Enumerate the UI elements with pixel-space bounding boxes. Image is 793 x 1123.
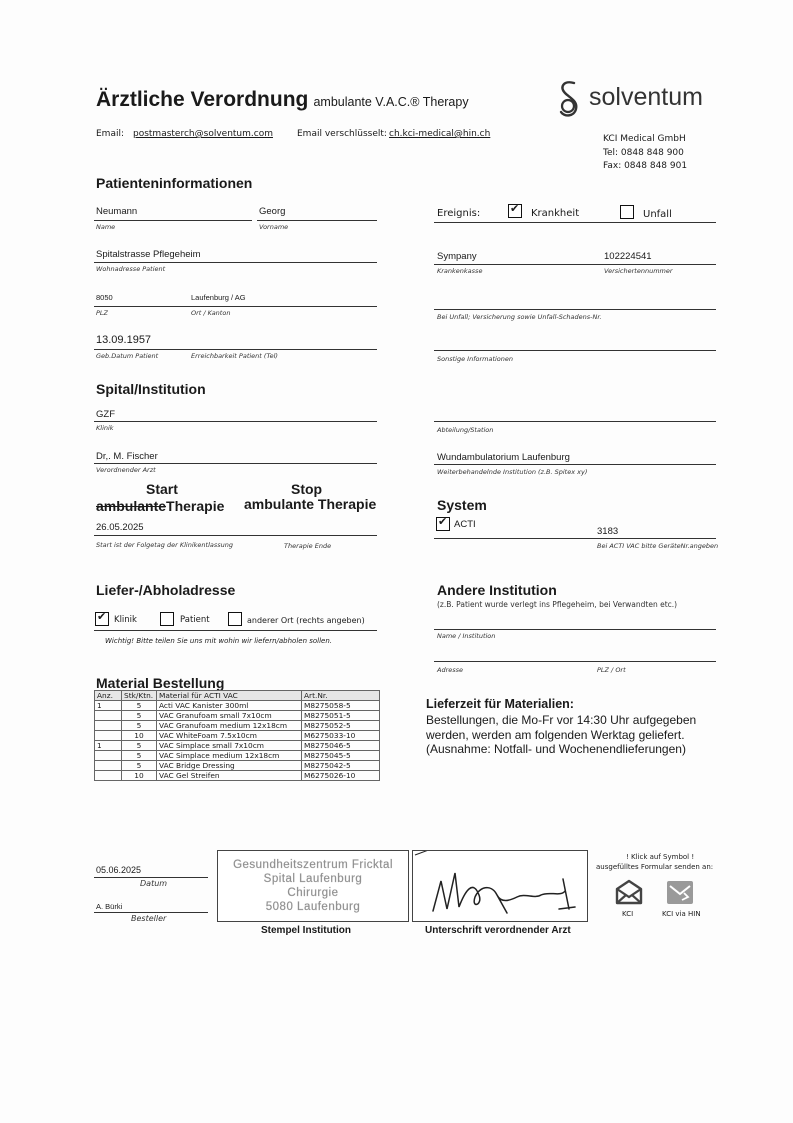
delivery-klinik-label: Klinik: [114, 615, 137, 625]
material-header-row: [95, 691, 380, 701]
row-anz[interactable]: [95, 731, 122, 741]
patient-phone-caption: Erreichbarkeit Patient (Tel): [191, 352, 278, 360]
delivery-other-label: anderer Ort (rechts angeben): [247, 616, 365, 625]
row-material: VAC Granufoam small 7x10cm: [157, 711, 302, 721]
acti-checkbox[interactable]: [436, 517, 450, 531]
row-artnr: M6275033-10: [302, 731, 380, 741]
versichertennummer-caption: Versichertennummer: [604, 267, 673, 275]
arzt-value[interactable]: Dr,. M. Fischer: [96, 451, 158, 462]
patient-address-line: [94, 262, 377, 263]
patient-plz-line: [94, 306, 377, 307]
klinik-value[interactable]: GZF: [96, 409, 115, 420]
unfall-info-caption: Bei Unfall; Versicherung sowie Unfall-Schadens-Nr.: [437, 313, 602, 321]
solventum-logo: [556, 79, 716, 119]
klick-hint: ! Klick auf Symbol !: [626, 853, 695, 861]
delivery-patient-checkbox[interactable]: [160, 612, 174, 626]
row-stk: 5: [122, 751, 157, 761]
table-row: [95, 701, 380, 711]
row-artnr: M6275026-10: [302, 771, 380, 781]
start-therapie-word: Therapie: [166, 498, 225, 514]
row-anz[interactable]: [95, 711, 122, 721]
patient-vorname-value[interactable]: Georg: [259, 206, 286, 217]
lieferzeit-line: werden, werden am folgenden Werktag geliefert.: [426, 727, 685, 742]
company-name: KCI Medical GmbH: [603, 134, 686, 144]
patient-ort-value[interactable]: Laufenburg / AG: [191, 293, 246, 302]
patient-vorname-line: [257, 220, 377, 221]
end-date-caption: Therapie Ende: [284, 542, 332, 550]
patient-ort-caption: Ort / Kanton: [191, 309, 231, 317]
company-tel: Tel: 0848 848 900: [603, 148, 684, 158]
klinik-line: [94, 421, 377, 422]
row-anz[interactable]: [95, 761, 122, 771]
row-material: VAC Bridge Dressing: [157, 761, 302, 771]
patient-plz-value[interactable]: 8050: [96, 293, 113, 302]
system-line: [434, 538, 716, 539]
email-label: Email:: [96, 129, 125, 139]
row-anz[interactable]: [95, 721, 122, 731]
sonstige-line: [434, 350, 716, 351]
row-artnr: M8275045-5: [302, 751, 380, 761]
lieferzeit-heading: Lieferzeit für Materialien:: [426, 697, 574, 711]
row-stk: 5: [122, 741, 157, 751]
start-label: Start: [146, 481, 178, 497]
sonstige-caption: Sonstige Informationen: [437, 355, 514, 363]
datum-value[interactable]: 05.06.2025: [96, 865, 142, 875]
besteller-value[interactable]: A. Bürki: [96, 902, 123, 911]
stamp-caption: Stempel Institution: [261, 925, 351, 936]
other-address-line: [434, 661, 716, 662]
acti-label: ACTI: [454, 519, 476, 530]
device-number-value[interactable]: 3183: [597, 526, 619, 537]
device-number-caption: Bei ACTI VAC bitte GeräteNr.angeben: [597, 542, 719, 550]
send-kci-button[interactable]: [612, 878, 646, 920]
institution-stamp[interactable]: [217, 850, 409, 922]
email-encrypted-link[interactable]: ch.kci-medical@hin.ch: [389, 129, 491, 139]
title-main: Ärztliche Verordnung: [96, 88, 309, 111]
doctor-signature: [413, 851, 587, 921]
row-artnr: M8275052-5: [302, 721, 380, 731]
other-plzort-caption: PLZ / Ort: [597, 666, 626, 674]
row-material: VAC Gel Streifen: [157, 771, 302, 781]
row-material: VAC WhiteFoam 7.5x10cm: [157, 731, 302, 741]
stamp-line: Spital Laufenburg: [263, 873, 363, 885]
system-heading: System: [437, 497, 487, 513]
besteller-line: [94, 912, 208, 913]
ereignis-label: Ereignis:: [437, 208, 481, 219]
patient-name-line: [94, 220, 252, 221]
stamp-line: 5080 Laufenburg: [265, 901, 361, 913]
email-encrypted-label: Email verschlüsselt:: [297, 129, 387, 139]
other-institution-heading: Andere Institution: [437, 582, 557, 598]
stamp-line: Chirurgie: [287, 887, 339, 899]
krankenkasse-line: [434, 264, 716, 265]
unfall-info-line: [434, 309, 716, 310]
krankheit-checkbox[interactable]: [508, 204, 522, 218]
datum-line: [94, 877, 208, 878]
signature-box[interactable]: [412, 850, 588, 922]
weiterbehandelnde-value[interactable]: Wundambulatorium Laufenburg: [437, 452, 570, 463]
other-institution-sub: (z.B. Patient wurde verlegt ins Pflegeheim, bei Verwandten etc.): [437, 600, 678, 609]
row-material: VAC Simplace medium 12x18cm: [157, 751, 302, 761]
signature-caption: Unterschrift verordnender Arzt: [425, 925, 571, 936]
delivery-klinik-checkbox[interactable]: [95, 612, 109, 626]
klinik-caption: Klinik: [96, 424, 114, 432]
material-heading: Material Bestellung: [96, 675, 225, 691]
other-name-caption: Name / Institution: [437, 632, 496, 640]
row-stk: 10: [122, 771, 157, 781]
email-link[interactable]: postmasterch@solventum.com: [133, 129, 273, 139]
delivery-line: [94, 630, 377, 631]
patient-dob-caption: Geb.Datum Patient: [96, 352, 159, 360]
unfall-label: Unfall: [643, 209, 672, 220]
envelope-icon: [614, 878, 644, 906]
solventum-s-icon: [556, 79, 582, 119]
stop-therapie-heading: ambulante Therapie: [244, 496, 377, 512]
delivery-note: [105, 637, 332, 645]
table-row: [95, 771, 380, 781]
row-artnr: M8275051-5: [302, 711, 380, 721]
lieferzeit-text: [426, 713, 696, 757]
lieferzeit-line: (Ausnahme: Notfall- und Wochenendlieferungen): [426, 742, 686, 756]
weiterbehandelnde-line: [434, 464, 716, 465]
start-therapie-heading: [96, 496, 224, 515]
patient-name-caption: Name: [96, 223, 116, 231]
row-anz[interactable]: 1: [95, 741, 122, 751]
arzt-caption: Verordnender Arzt: [96, 466, 156, 474]
row-stk: 5: [122, 701, 157, 711]
col-material: Material für ACTI VAC: [157, 691, 302, 701]
versichertennummer-value[interactable]: 102224541: [604, 251, 652, 262]
row-anz[interactable]: [95, 751, 122, 761]
send-form-hint: ausgefülltes Formular senden an:: [596, 863, 714, 871]
delivery-note-prefix: Wichtig!: [105, 637, 135, 645]
send-hin-button[interactable]: [659, 878, 703, 920]
lieferzeit-line: Bestellungen, die Mo-Fr vor 14:30 Uhr aufgegeben: [426, 713, 697, 727]
patient-vorname-caption: Vorname: [259, 223, 289, 231]
stamp-line: Gesundheitszentrum Fricktal: [233, 859, 393, 871]
krankenkasse-value[interactable]: Sympany: [437, 251, 477, 262]
datum-caption: Datum: [140, 879, 168, 888]
row-stk: 5: [122, 761, 157, 771]
unfall-checkbox[interactable]: [620, 205, 634, 219]
send-hin-label: KCI via HIN: [662, 910, 701, 918]
row-artnr: M8275046-5: [302, 741, 380, 751]
stop-label: Stop: [291, 481, 323, 497]
col-anz: Anz.: [95, 691, 122, 701]
start-date-line: [94, 535, 377, 536]
abteilung-line: [434, 421, 716, 422]
start-date-caption: Start ist der Folgetag der Klinikentlassung: [96, 541, 234, 549]
arzt-line: [94, 463, 377, 464]
material-table: [94, 690, 380, 781]
table-row: [95, 761, 380, 771]
row-stk: 5: [122, 711, 157, 721]
col-stk: Stk/Ktn.: [122, 691, 157, 701]
delivery-heading: Liefer-/Abholadresse: [96, 582, 236, 598]
patient-heading: Patienteninformationen: [96, 175, 253, 191]
institution-heading: Spital/Institution: [96, 381, 206, 397]
other-address-caption: Adresse: [437, 666, 464, 674]
delivery-note-text: Bitte teilen Sie uns mit wohin wir liefern/abholen sollen.: [136, 637, 333, 645]
other-name-line: [434, 629, 716, 630]
table-row: [95, 721, 380, 731]
form-title: [96, 88, 469, 112]
start-date-value[interactable]: 26.05.2025: [96, 522, 144, 533]
row-stk: 10: [122, 731, 157, 741]
besteller-caption: Besteller: [131, 914, 167, 923]
abteilung-caption: Abteilung/Station: [437, 426, 494, 434]
weiterbehandelnde-caption: Weiterbehandelnde Institution (z.B. Spitex xy): [437, 468, 588, 476]
row-anz[interactable]: 1: [95, 701, 122, 711]
patient-address-caption: Wohnadresse Patient: [96, 265, 166, 273]
patient-name-value[interactable]: Neumann: [96, 206, 138, 217]
row-artnr: M8275058-5: [302, 701, 380, 711]
logo-text: solventum: [589, 83, 703, 111]
row-material: VAC Granufoam medium 12x18cm: [157, 721, 302, 731]
table-row: [95, 711, 380, 721]
row-material: VAC Simplace small 7x10cm: [157, 741, 302, 751]
table-row: [95, 731, 380, 741]
delivery-other-checkbox[interactable]: [228, 612, 242, 626]
table-row: [95, 751, 380, 761]
ereignis-line: [434, 222, 716, 223]
send-kci-label: KCI: [622, 910, 634, 918]
col-artnr: Art.Nr.: [302, 691, 380, 701]
table-row: [95, 741, 380, 751]
delivery-patient-label: Patient: [180, 615, 210, 625]
patient-plz-caption: PLZ: [96, 309, 108, 317]
hin-mail-icon: [666, 880, 694, 906]
krankheit-label: Krankheit: [531, 208, 580, 219]
row-material: Acti VAC Kanister 300ml: [157, 701, 302, 711]
patient-dob-value[interactable]: 13.09.1957: [96, 334, 152, 346]
row-anz[interactable]: [95, 771, 122, 781]
row-artnr: M8275042-5: [302, 761, 380, 771]
start-ambulante-strike: ambulante: [96, 498, 167, 514]
patient-address-value[interactable]: Spitalstrasse Pflegeheim: [96, 249, 201, 260]
krankenkasse-caption: Krankenkasse: [437, 267, 483, 275]
row-stk: 5: [122, 721, 157, 731]
title-sub: ambulante V.A.C.® Therapy: [313, 95, 469, 109]
company-fax: Fax: 0848 848 901: [603, 161, 688, 171]
patient-dob-line: [94, 349, 377, 350]
